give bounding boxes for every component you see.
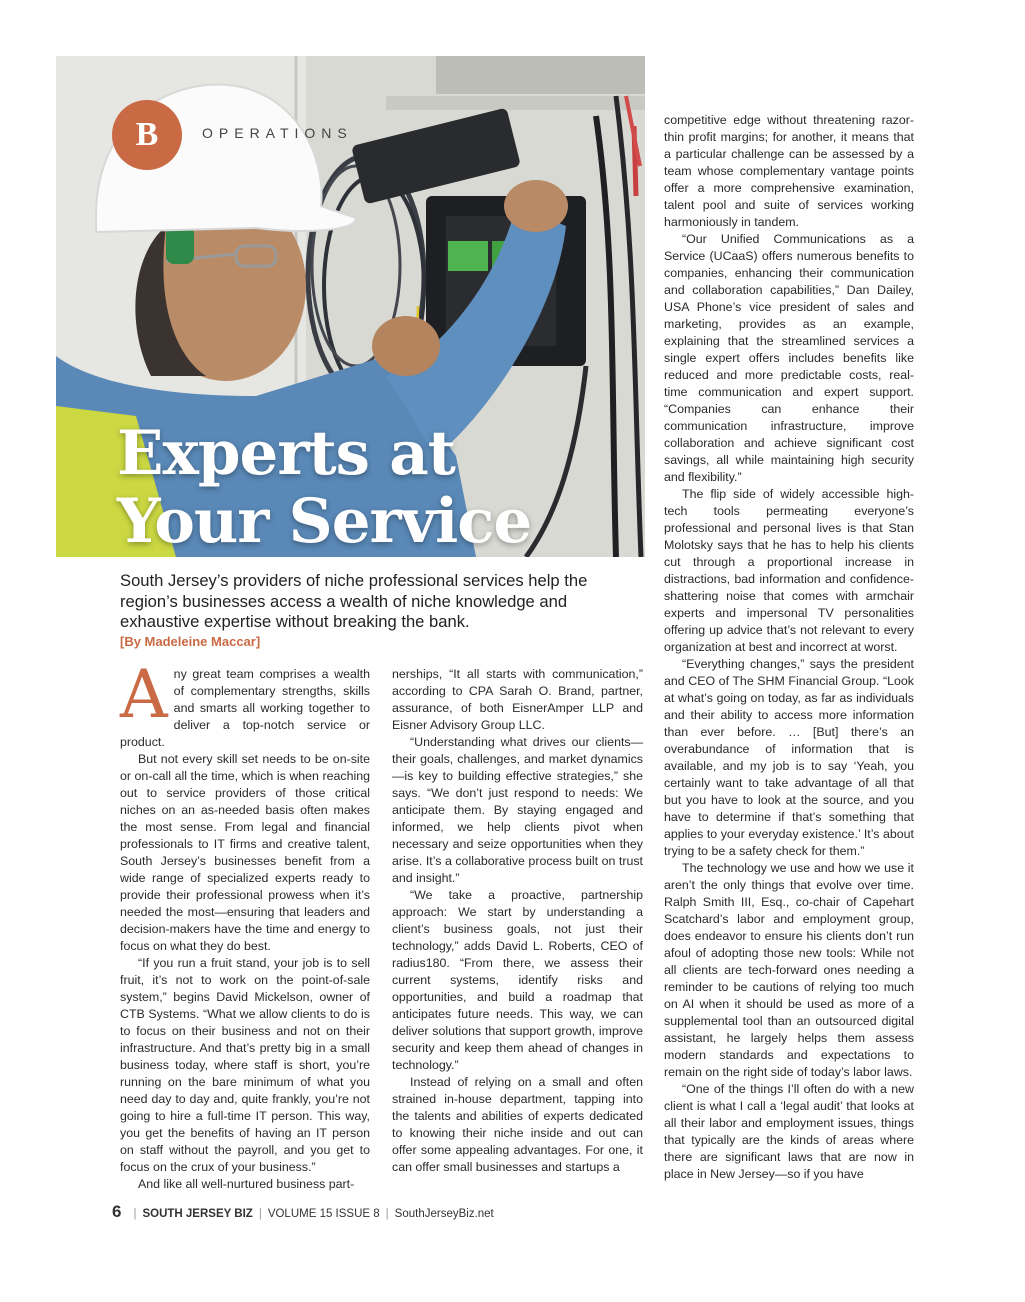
paragraph: competitive edge without threatening razor-thin profit margins; for another, it means that a particular challenge can be assessed by a team whose complementary vantage points offer a more comprehensive examination, talent pool and suite of services working harmoniously in tandem. bbox=[664, 113, 914, 229]
headline bbox=[117, 420, 637, 556]
paragraph: “Everything changes,” says the president and CEO of The SHM Financial Group. “Look at what’s going on today, as far as individuals and their ability to access more information than ever before. … [But] there’s an overabundance of information that is available, and my job is to say ‘Yeah, you certainly want to take advantage of all that but you have to look at the source, and you have to determine if that’s something that applies to your everyday existence.’ It’s about trying to be a safety check for them.” bbox=[664, 657, 914, 858]
article-column-2 bbox=[392, 666, 643, 1176]
byline: [By Madeleine Maccar] bbox=[120, 634, 261, 649]
paragraph: And like all well-nurtured business part- bbox=[138, 1177, 355, 1191]
paragraph: The flip side of widely accessible high-tech tools permeating everyone’s professional and personal lives is that Stan Molotsky says that he has to help his clients cut through a proportional increase in distractions, bad information and confidence-shattering noise that comes with armchair experts and impersonal TV personalities offering up advice that’s not relevant to every organization at best and incorrect at worst. bbox=[664, 487, 914, 654]
drop-cap: A bbox=[120, 656, 168, 733]
headline-line-1: Experts at bbox=[117, 418, 455, 489]
paragraph: Instead of relying on a small and often strained in-house department, tapping into the talents and abilities of experts dedicated to knowing their niche inside and out can offer some appealing advantages. For one, it can offer small businesses and startups a bbox=[392, 1075, 643, 1174]
website: SouthJerseyBiz.net bbox=[394, 1208, 494, 1220]
section-badge: B bbox=[112, 100, 182, 170]
page-number: 6 bbox=[112, 1202, 122, 1221]
headline-line-2: Your Service bbox=[117, 486, 532, 557]
deck-subheading: South Jersey’s providers of niche professional services help the region’s businesses access a wealth of niche knowledge and exhaustive expertise without breaking the bank. bbox=[120, 571, 588, 631]
paragraph: nerships, “It all starts with communication,” according to CPA Sarah O. Brand, partner, assurance, of both EisnerAmper LLP and Eisner Advisory Group LLC. bbox=[392, 667, 643, 732]
paragraph: “Understanding what drives our clients—their goals, challenges, and market dynamics—is key to building effective strategies,” she says. “We don’t just respond to needs: We anticipate them. By staying engaged and informed, we help clients pivot when necessary and seize opportunities when they arise. It’s a collaborative process built on trust and insight.” bbox=[392, 735, 643, 885]
section-label: OPERATIONS bbox=[202, 125, 353, 141]
paragraph: “Our Unified Communications as a Service (UCaaS) offers numerous benefits to companies, enhancing their communication and collaboration capabilities,” Dan Dailey, USA Phone’s vice president of sales and marketing, provides as an example, explaining that the streamlined services a single expert offers includes benefits like reduced and more predictable costs, real-time communication and expert support. “Companies can enhance their communication infrastructure, improve collaboration and achieve significant cost savings, all while maintaining high security and flexibility.” bbox=[664, 232, 914, 484]
paragraph: “If you run a fruit stand, your job is to sell fruit, it’s not to work on the point-of-sale system,” begins David Mickelson, owner of CTB Systems. “What we allow clients to do is to focus on their business and not on their infrastructure. And that’s pretty big in a small business today, where staff is short, you’re running on the bare minimum of what you need day to day and, quite frankly, you’re not going to hire a full-time IT person. This way, you get the benefits of having an IT person on staff without the payroll, and you get to focus on the crux of your business.” bbox=[120, 956, 370, 1174]
issue-info: VOLUME 15 ISSUE 8 bbox=[267, 1208, 380, 1220]
article-column-3 bbox=[664, 112, 914, 1183]
publication-name: SOUTH JERSEY BIZ bbox=[142, 1208, 253, 1220]
paragraph: But not every skill set needs to be on-site or on-call all the time, which is when reaching out to service providers of those critical niches on an as-needed basis often makes the most sense. From legal and financial professionals to IT firms and creative talent, South Jersey’s businesses benefit from a wide range of specialized experts ready to provide their professional prowess when it’s needed the most—ensuring that leaders and decision-makers have the time and energy to focus on what they do best. bbox=[120, 752, 370, 953]
paragraph: “We take a proactive, partnership approach: We start by understanding a client’s business goals, not just their technology,” adds David L. Roberts, CEO of radius180. “From there, we assess their current systems, identify risks and opportunities, and build a roadmap that anticipates future needs. This way, we can deliver solutions that support growth, improve security and keep them ahead of changes in technology.” bbox=[392, 888, 643, 1072]
paragraph: Any great team comprises a wealth of complementary strengths, skills and smarts all working together to deliver a top-notch service or product. bbox=[120, 656, 370, 749]
page-footer: 6 | SOUTH JERSEY BIZ | VOLUME 15 ISSUE 8 | SouthJerseyBiz.net bbox=[112, 1202, 494, 1221]
paragraph: The technology we use and how we use it aren’t the only things that evolve over time. Ralph Smith III, Esq., co-chair of Capehart Scatchard’s labor and employment group, does endeavor to ensure his clients don’t run afoul of adopting those new tools: While not all clients are tech-forward ones needing a reminder to be cautions of relying too much on AI when it should be used as more of a supplemental tool than an outsourced digital assistant, he largely helps them assess modern standards and expectations to remain on the right side of today’s labor laws. bbox=[664, 861, 914, 1079]
article-column-1 bbox=[120, 656, 370, 1193]
paragraph: “One of the things I’ll often do with a new client is what I call a ‘legal audit’ that looks at all their labor and employment issues, things that typically are the kinds of areas where there are significant laws that are now in place in New Jersey—so if you have bbox=[664, 1082, 914, 1181]
